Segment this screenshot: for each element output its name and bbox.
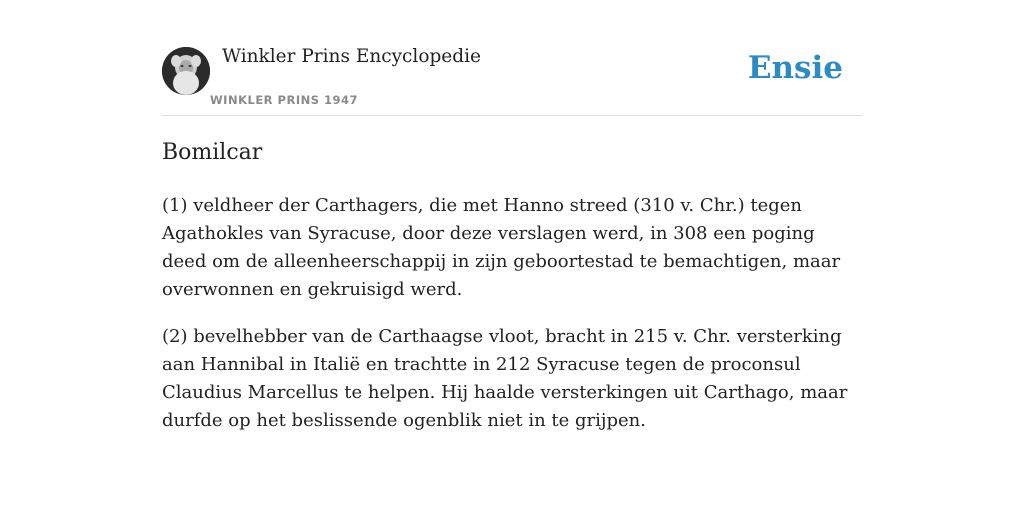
source-subtitle[interactable]: WINKLER PRINS 1947	[210, 93, 359, 107]
article-title: Bomilcar	[162, 140, 263, 165]
article-paragraph: (1) veldheer der Carthagers, die met Hanno streed (310 v. Chr.) tegen Agathokles van Syracuse, door deze verslagen werd, in 308 een poging deed om de alleenheerschappij in zijn geboortestad te bemachtigen, maar overwonnen en gekruisigd werd.	[162, 195, 841, 300]
author-avatar[interactable]	[162, 47, 210, 95]
article-paragraph: (2) bevelhebber van de Carthaagse vloot, bracht in 215 v. Chr. versterking aan Hannibal in Italië en trachtte in 212 Syracuse tegen de proconsul Claudius Marcellus te helpen. Hij haalde versterkingen uit Carthago, maar durfde op het beslissende ogenblik niet in te grijpen.	[162, 326, 848, 431]
portrait-avatar-icon	[162, 47, 210, 95]
brand-logo[interactable]: Ensie	[747, 50, 843, 86]
header-divider	[162, 115, 862, 116]
site-title[interactable]: Winkler Prins Encyclopedie	[222, 46, 481, 67]
article-body	[162, 192, 862, 454]
